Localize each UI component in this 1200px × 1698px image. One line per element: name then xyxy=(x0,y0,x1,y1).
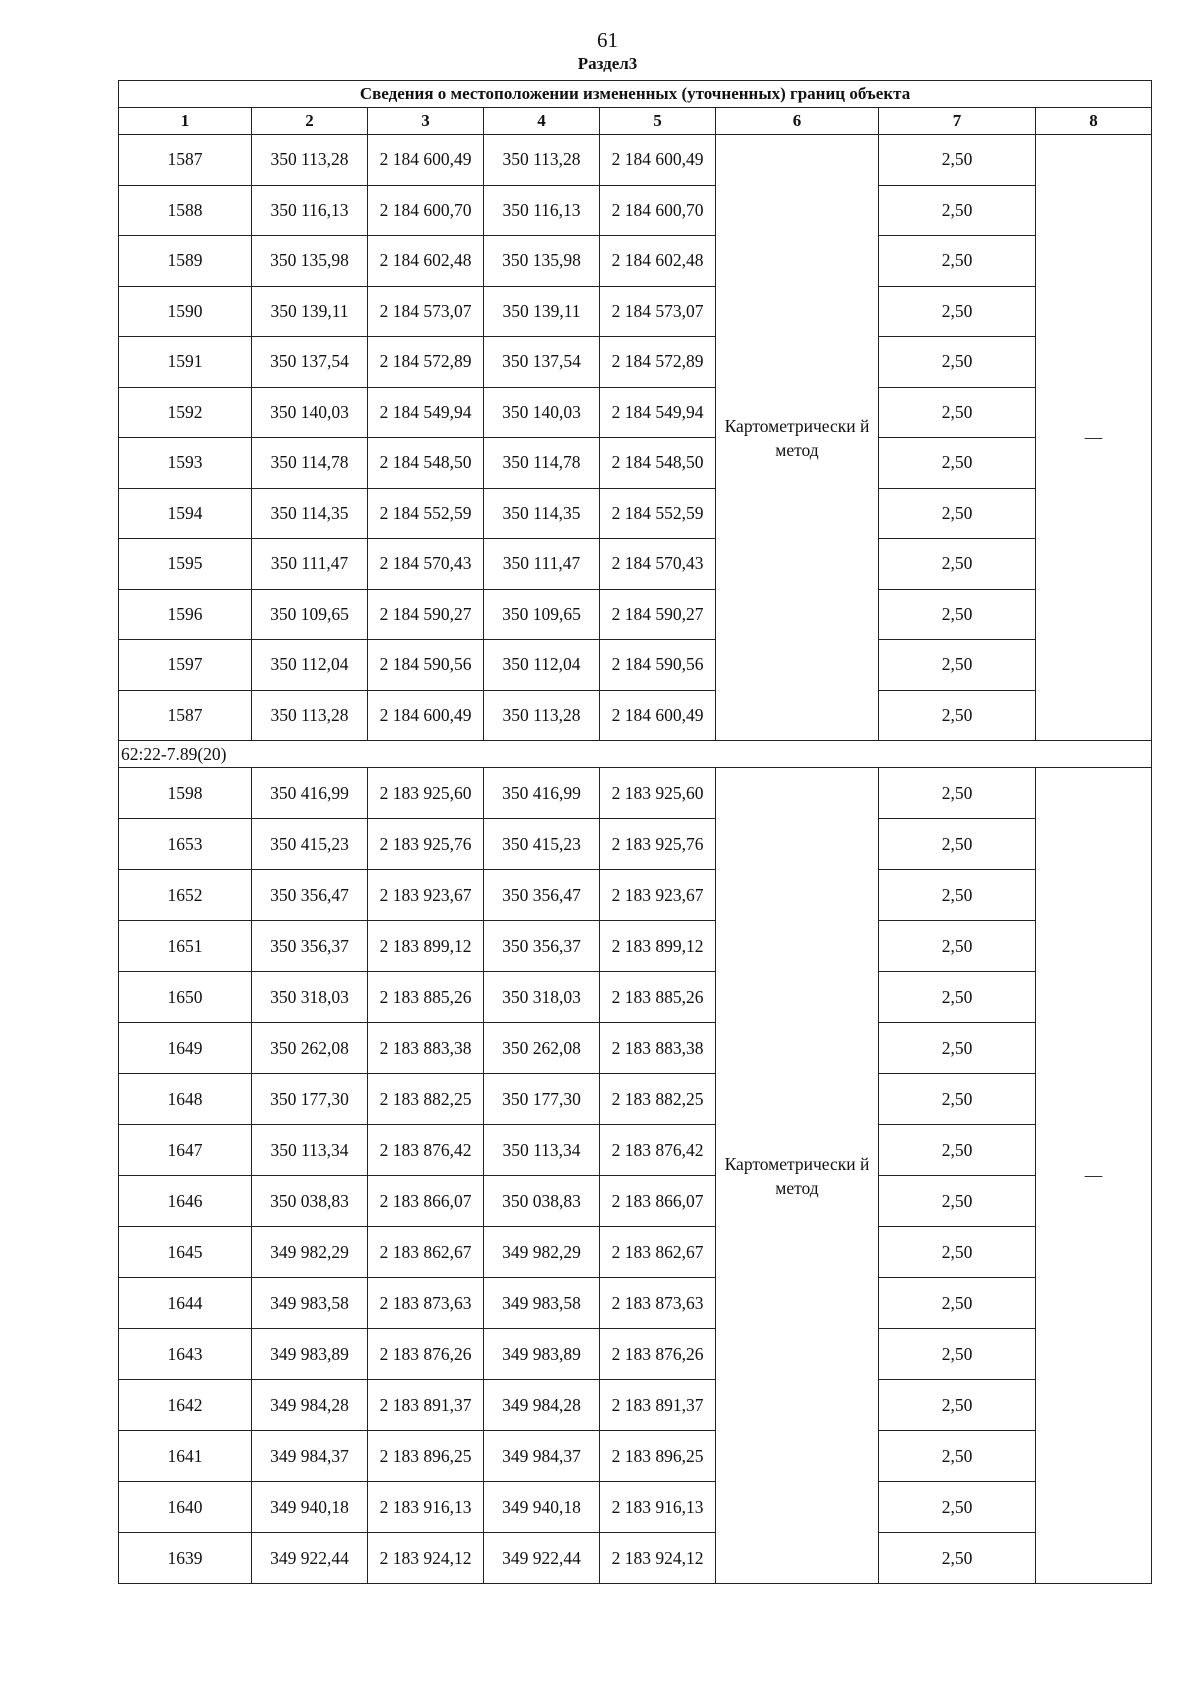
point-number: 1647 xyxy=(119,1125,252,1176)
x-coord-current: 350 114,78 xyxy=(252,438,368,489)
precision-value: 2,50 xyxy=(879,1176,1036,1227)
column-header: 3 xyxy=(368,108,484,135)
y-coord-new: 2 183 923,67 xyxy=(600,870,716,921)
y-coord-new: 2 184 548,50 xyxy=(600,438,716,489)
y-coord-current: 2 183 883,38 xyxy=(368,1023,484,1074)
y-coord-current: 2 184 600,49 xyxy=(368,135,484,186)
y-coord-new: 2 183 862,67 xyxy=(600,1227,716,1278)
x-coord-new: 349 983,89 xyxy=(484,1329,600,1380)
y-coord-current: 2 184 590,56 xyxy=(368,640,484,691)
precision-value: 2,50 xyxy=(879,438,1036,489)
point-number: 1651 xyxy=(119,921,252,972)
point-number: 1589 xyxy=(119,236,252,287)
x-coord-current: 350 137,54 xyxy=(252,337,368,388)
table-row xyxy=(119,337,1152,388)
table-row xyxy=(119,690,1152,741)
x-coord-new: 350 113,28 xyxy=(484,690,600,741)
point-number: 1639 xyxy=(119,1533,252,1584)
y-coord-current: 2 184 572,89 xyxy=(368,337,484,388)
x-coord-current: 350 177,30 xyxy=(252,1074,368,1125)
y-coord-new: 2 184 590,56 xyxy=(600,640,716,691)
x-coord-current: 350 114,35 xyxy=(252,488,368,539)
point-number: 1587 xyxy=(119,690,252,741)
precision-value: 2,50 xyxy=(879,1278,1036,1329)
table-row xyxy=(119,488,1152,539)
column-header: 4 xyxy=(484,108,600,135)
x-coord-new: 350 111,47 xyxy=(484,539,600,590)
y-coord-current: 2 184 590,27 xyxy=(368,589,484,640)
y-coord-new: 2 183 866,07 xyxy=(600,1176,716,1227)
y-coord-new: 2 184 602,48 xyxy=(600,236,716,287)
column-header-row xyxy=(119,108,1152,135)
y-coord-current: 2 183 882,25 xyxy=(368,1074,484,1125)
y-coord-new: 2 183 925,76 xyxy=(600,819,716,870)
x-coord-current: 350 416,99 xyxy=(252,768,368,819)
precision-value: 2,50 xyxy=(879,387,1036,438)
precision-value: 2,50 xyxy=(879,236,1036,287)
x-coord-new: 349 984,37 xyxy=(484,1431,600,1482)
table-row xyxy=(119,1431,1152,1482)
x-coord-new: 350 114,78 xyxy=(484,438,600,489)
point-number: 1592 xyxy=(119,387,252,438)
point-number: 1643 xyxy=(119,1329,252,1380)
y-coord-new: 2 183 885,26 xyxy=(600,972,716,1023)
y-coord-new: 2 183 916,13 xyxy=(600,1482,716,1533)
table-row xyxy=(119,1533,1152,1584)
x-coord-current: 350 356,47 xyxy=(252,870,368,921)
precision-value: 2,50 xyxy=(879,589,1036,640)
y-coord-current: 2 184 549,94 xyxy=(368,387,484,438)
y-coord-current: 2 183 899,12 xyxy=(368,921,484,972)
point-number: 1596 xyxy=(119,589,252,640)
x-coord-new: 349 982,29 xyxy=(484,1227,600,1278)
y-coord-current: 2 183 876,42 xyxy=(368,1125,484,1176)
x-coord-current: 350 318,03 xyxy=(252,972,368,1023)
x-coord-new: 350 139,11 xyxy=(484,286,600,337)
x-coord-current: 350 140,03 xyxy=(252,387,368,438)
y-coord-new: 2 184 600,49 xyxy=(600,690,716,741)
x-coord-current: 349 922,44 xyxy=(252,1533,368,1584)
x-coord-current: 350 262,08 xyxy=(252,1023,368,1074)
x-coord-new: 350 137,54 xyxy=(484,337,600,388)
y-coord-current: 2 183 925,60 xyxy=(368,768,484,819)
column-header: 6 xyxy=(716,108,879,135)
x-coord-current: 349 940,18 xyxy=(252,1482,368,1533)
table-row xyxy=(119,768,1152,819)
x-coord-new: 350 262,08 xyxy=(484,1023,600,1074)
method-cell: Картометрически й метод xyxy=(716,135,879,741)
precision-value: 2,50 xyxy=(879,539,1036,590)
point-number: 1646 xyxy=(119,1176,252,1227)
y-coord-new: 2 184 572,89 xyxy=(600,337,716,388)
precision-value: 2,50 xyxy=(879,1227,1036,1278)
x-coord-current: 350 113,28 xyxy=(252,135,368,186)
y-coord-current: 2 184 570,43 xyxy=(368,539,484,590)
table-row xyxy=(119,539,1152,590)
y-coord-current: 2 183 896,25 xyxy=(368,1431,484,1482)
table-row xyxy=(119,1023,1152,1074)
precision-value: 2,50 xyxy=(879,337,1036,388)
table-row xyxy=(119,438,1152,489)
x-coord-current: 350 116,13 xyxy=(252,185,368,236)
point-number: 1649 xyxy=(119,1023,252,1074)
table-row xyxy=(119,1482,1152,1533)
x-coord-new: 349 940,18 xyxy=(484,1482,600,1533)
precision-value: 2,50 xyxy=(879,819,1036,870)
x-coord-new: 350 356,37 xyxy=(484,921,600,972)
point-number: 1644 xyxy=(119,1278,252,1329)
x-coord-current: 350 113,34 xyxy=(252,1125,368,1176)
column-header: 7 xyxy=(879,108,1036,135)
precision-value: 2,50 xyxy=(879,1431,1036,1482)
y-coord-new: 2 183 882,25 xyxy=(600,1074,716,1125)
y-coord-current: 2 183 873,63 xyxy=(368,1278,484,1329)
y-coord-current: 2 184 548,50 xyxy=(368,438,484,489)
x-coord-new: 350 114,35 xyxy=(484,488,600,539)
point-number: 1645 xyxy=(119,1227,252,1278)
y-coord-new: 2 183 873,63 xyxy=(600,1278,716,1329)
y-coord-current: 2 183 891,37 xyxy=(368,1380,484,1431)
precision-value: 2,50 xyxy=(879,488,1036,539)
point-number: 1650 xyxy=(119,972,252,1023)
y-coord-current: 2 184 552,59 xyxy=(368,488,484,539)
point-number: 1590 xyxy=(119,286,252,337)
table-row xyxy=(119,640,1152,691)
table-row xyxy=(119,1278,1152,1329)
precision-value: 2,50 xyxy=(879,640,1036,691)
precision-value: 2,50 xyxy=(879,185,1036,236)
y-coord-current: 2 184 600,70 xyxy=(368,185,484,236)
table-row xyxy=(119,1074,1152,1125)
table-row xyxy=(119,236,1152,287)
column-header: 8 xyxy=(1036,108,1152,135)
precision-value: 2,50 xyxy=(879,921,1036,972)
point-number: 1652 xyxy=(119,870,252,921)
x-coord-new: 350 416,99 xyxy=(484,768,600,819)
x-coord-new: 349 983,58 xyxy=(484,1278,600,1329)
x-coord-new: 350 177,30 xyxy=(484,1074,600,1125)
page-number: 61 xyxy=(597,28,618,52)
x-coord-new: 349 922,44 xyxy=(484,1533,600,1584)
point-number: 1648 xyxy=(119,1074,252,1125)
x-coord-new: 350 356,47 xyxy=(484,870,600,921)
group-label-row xyxy=(119,741,1152,768)
x-coord-new: 350 109,65 xyxy=(484,589,600,640)
y-coord-current: 2 183 924,12 xyxy=(368,1533,484,1584)
y-coord-current: 2 183 862,67 xyxy=(368,1227,484,1278)
table-row xyxy=(119,589,1152,640)
table-row xyxy=(119,1329,1152,1380)
table-row xyxy=(119,972,1152,1023)
x-coord-new: 350 113,34 xyxy=(484,1125,600,1176)
column-header: 1 xyxy=(119,108,252,135)
x-coord-current: 349 982,29 xyxy=(252,1227,368,1278)
y-coord-current: 2 184 602,48 xyxy=(368,236,484,287)
point-number: 1653 xyxy=(119,819,252,870)
y-coord-new: 2 183 891,37 xyxy=(600,1380,716,1431)
y-coord-new: 2 183 876,42 xyxy=(600,1125,716,1176)
precision-value: 2,50 xyxy=(879,690,1036,741)
x-coord-new: 350 113,28 xyxy=(484,135,600,186)
table-title: Сведения о местоположении измененных (уточненных) границ объекта xyxy=(119,81,1152,108)
y-coord-current: 2 183 885,26 xyxy=(368,972,484,1023)
y-coord-current: 2 184 573,07 xyxy=(368,286,484,337)
precision-value: 2,50 xyxy=(879,870,1036,921)
x-coord-current: 350 109,65 xyxy=(252,589,368,640)
x-coord-new: 350 112,04 xyxy=(484,640,600,691)
x-coord-new: 350 140,03 xyxy=(484,387,600,438)
y-coord-new: 2 184 552,59 xyxy=(600,488,716,539)
x-coord-current: 350 113,28 xyxy=(252,690,368,741)
point-number: 1641 xyxy=(119,1431,252,1482)
precision-value: 2,50 xyxy=(879,768,1036,819)
x-coord-new: 350 135,98 xyxy=(484,236,600,287)
y-coord-new: 2 184 590,27 xyxy=(600,589,716,640)
point-number: 1593 xyxy=(119,438,252,489)
x-coord-current: 350 139,11 xyxy=(252,286,368,337)
table-row xyxy=(119,819,1152,870)
y-coord-new: 2 184 549,94 xyxy=(600,387,716,438)
x-coord-current: 350 135,98 xyxy=(252,236,368,287)
x-coord-current: 349 983,89 xyxy=(252,1329,368,1380)
x-coord-current: 349 984,28 xyxy=(252,1380,368,1431)
y-coord-current: 2 183 876,26 xyxy=(368,1329,484,1380)
y-coord-new: 2 183 899,12 xyxy=(600,921,716,972)
y-coord-current: 2 183 923,67 xyxy=(368,870,484,921)
method-cell: Картометрически й метод xyxy=(716,768,879,1584)
y-coord-new: 2 183 924,12 xyxy=(600,1533,716,1584)
point-number: 1595 xyxy=(119,539,252,590)
column-header: 5 xyxy=(600,108,716,135)
column-header: 2 xyxy=(252,108,368,135)
y-coord-new: 2 183 925,60 xyxy=(600,768,716,819)
table-row xyxy=(119,921,1152,972)
table-row xyxy=(119,870,1152,921)
x-coord-current: 350 415,23 xyxy=(252,819,368,870)
x-coord-new: 349 984,28 xyxy=(484,1380,600,1431)
precision-value: 2,50 xyxy=(879,1329,1036,1380)
table-row xyxy=(119,185,1152,236)
y-coord-new: 2 183 883,38 xyxy=(600,1023,716,1074)
description-cell: — xyxy=(1036,135,1152,741)
section-title: Раздел3 xyxy=(577,54,638,73)
y-coord-new: 2 184 573,07 xyxy=(600,286,716,337)
precision-value: 2,50 xyxy=(879,1074,1036,1125)
precision-value: 2,50 xyxy=(879,1380,1036,1431)
precision-value: 2,50 xyxy=(879,972,1036,1023)
y-coord-new: 2 184 600,49 xyxy=(600,135,716,186)
x-coord-new: 350 038,83 xyxy=(484,1176,600,1227)
point-number: 1588 xyxy=(119,185,252,236)
y-coord-current: 2 183 925,76 xyxy=(368,819,484,870)
table-row xyxy=(119,286,1152,337)
x-coord-current: 349 983,58 xyxy=(252,1278,368,1329)
point-number: 1640 xyxy=(119,1482,252,1533)
boundary-table xyxy=(118,80,1152,1584)
y-coord-new: 2 183 876,26 xyxy=(600,1329,716,1380)
x-coord-current: 350 112,04 xyxy=(252,640,368,691)
x-coord-new: 350 415,23 xyxy=(484,819,600,870)
y-coord-current: 2 184 600,49 xyxy=(368,690,484,741)
x-coord-new: 350 116,13 xyxy=(484,185,600,236)
precision-value: 2,50 xyxy=(879,1023,1036,1074)
point-number: 1598 xyxy=(119,768,252,819)
y-coord-new: 2 184 570,43 xyxy=(600,539,716,590)
x-coord-current: 349 984,37 xyxy=(252,1431,368,1482)
table-row xyxy=(119,1227,1152,1278)
y-coord-new: 2 183 896,25 xyxy=(600,1431,716,1482)
table-row xyxy=(119,387,1152,438)
x-coord-current: 350 111,47 xyxy=(252,539,368,590)
point-number: 1587 xyxy=(119,135,252,186)
precision-value: 2,50 xyxy=(879,1482,1036,1533)
precision-value: 2,50 xyxy=(879,1125,1036,1176)
precision-value: 2,50 xyxy=(879,1533,1036,1584)
y-coord-new: 2 184 600,70 xyxy=(600,185,716,236)
x-coord-current: 350 356,37 xyxy=(252,921,368,972)
description-cell: — xyxy=(1036,768,1152,1584)
y-coord-current: 2 183 916,13 xyxy=(368,1482,484,1533)
table-row xyxy=(119,1380,1152,1431)
point-number: 1597 xyxy=(119,640,252,691)
y-coord-current: 2 183 866,07 xyxy=(368,1176,484,1227)
table-row xyxy=(119,1176,1152,1227)
table-row xyxy=(119,135,1152,186)
group-label: 62:22-7.89(20) xyxy=(119,741,1152,768)
precision-value: 2,50 xyxy=(879,286,1036,337)
precision-value: 2,50 xyxy=(879,135,1036,186)
point-number: 1642 xyxy=(119,1380,252,1431)
point-number: 1594 xyxy=(119,488,252,539)
point-number: 1591 xyxy=(119,337,252,388)
x-coord-new: 350 318,03 xyxy=(484,972,600,1023)
x-coord-current: 350 038,83 xyxy=(252,1176,368,1227)
table-row xyxy=(119,1125,1152,1176)
